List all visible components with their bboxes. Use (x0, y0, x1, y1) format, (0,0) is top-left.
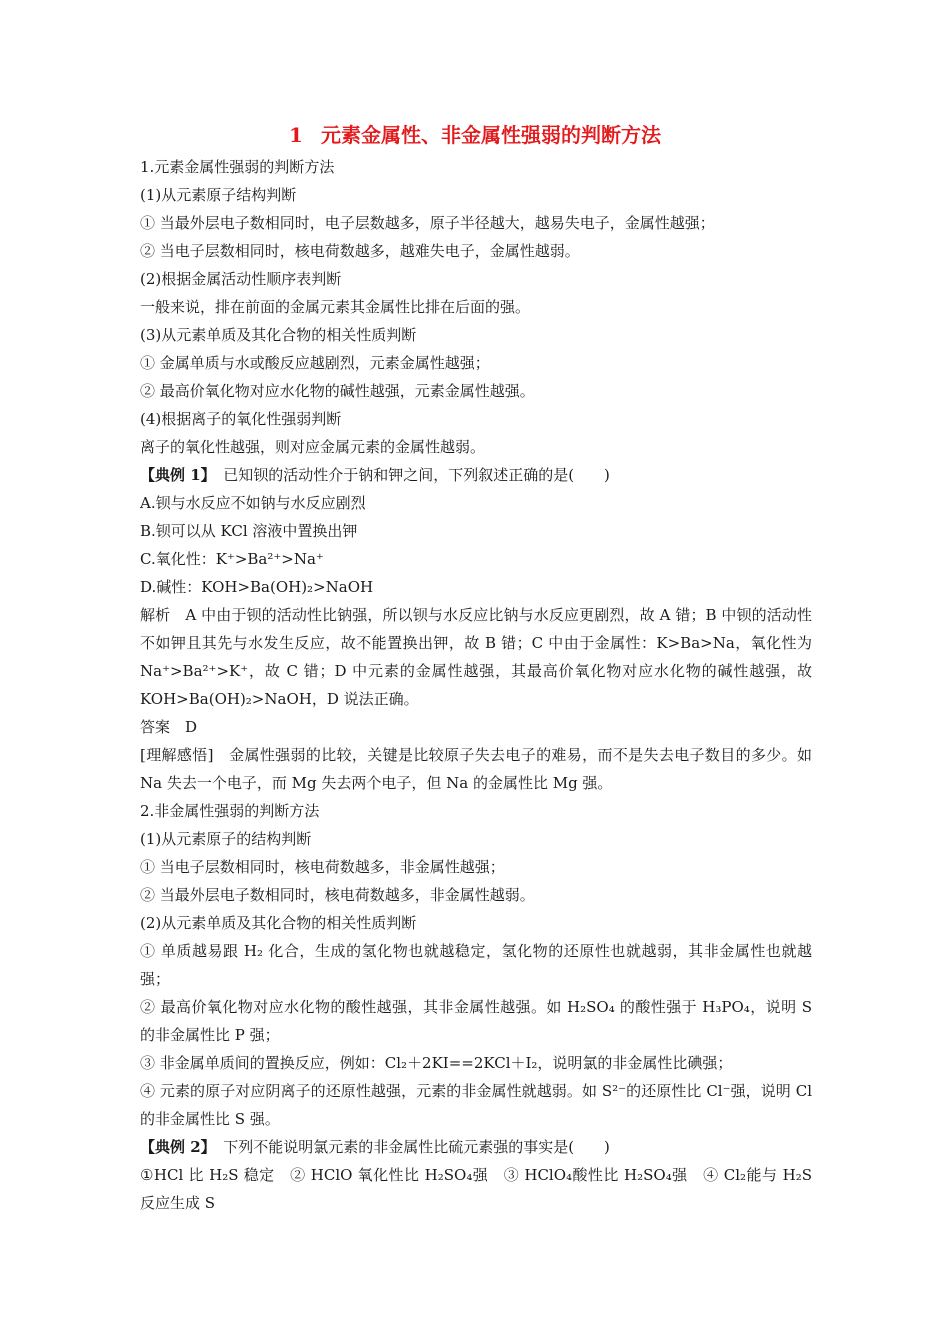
paragraph: ① 当电子层数相同时，核电荷数越多，非金属性越强； (140, 858, 505, 876)
page-title (0, 121, 950, 149)
subsection-heading: (3)从元素单质及其化合物的相关性质判断 (140, 326, 417, 344)
section-heading: 1.元素金属性强弱的判断方法 (140, 158, 335, 176)
subsection-heading: (2)根据金属活动性顺序表判断 (140, 270, 342, 288)
paragraph: ② 当最外层电子数相同时，核电荷数越多，非金属性越弱。 (140, 886, 535, 904)
section-heading: 2.非金属性强弱的判断方法 (140, 802, 320, 820)
example-2-options: ①HCl 比 H₂S 稳定 ② HClO 氧化性比 H₂SO₄强 ③ HClO₄酸性比 H₂SO₄强 ④ Cl₂能与 H₂S 反应生成 S (140, 1166, 812, 1212)
option-a: A.钡与水反应不如钠与水反应剧烈 (140, 494, 366, 512)
paragraph: ① 当最外层电子数相同时，电子层数越多，原子半径越大，越易失电子，金属性越强； (140, 214, 715, 232)
example-2-text: 下列不能说明氯元素的非金属性比硫元素强的事实是( ) (223, 1138, 610, 1156)
analysis-paragraph: 解析 A 中由于钡的活动性比钠强，所以钡与水反应比钠与水反应更剧烈，故 A 错；B 中钡的活动性不如钾且其先与水发生反应，故不能置换出钾，故 B 错；C 中由于金属性：K>Ba>Na，氧化性为 Na⁺>Ba²⁺>K⁺，故 C 错；D 中元素的金属性越强，其最高价氧化物对应水化物的碱性越强，故 KOH>Ba(OH)₂>NaOH，D 说法正确。 (140, 606, 812, 708)
paragraph: 一般来说，排在前面的金属元素其金属性比排在后面的强。 (140, 298, 531, 316)
subsection-heading: (1)从元素原子结构判断 (140, 186, 297, 204)
paragraph: ① 金属单质与水或酸反应越剧烈，元素金属性越强； (140, 354, 490, 372)
title-number: 1 (289, 123, 303, 147)
answer-line: 答案 D (140, 718, 198, 736)
paragraph: 离子的氧化性越强，则对应金属元素的金属性越弱。 (140, 438, 486, 456)
example-2-question (140, 1133, 812, 1161)
insight-paragraph: [理解感悟] 金属性强弱的比较，关键是比较原子失去电子的难易，而不是失去电子数目的多少。如 Na 失去一个电子，而 Mg 失去两个电子，但 Na 的金属性比 Mg 强。 (140, 746, 812, 792)
paragraph: ③ 非金属单质间的置换反应，例如：Cl₂＋2KI==2KCl＋I₂，说明氯的非金属性比碘强； (140, 1054, 733, 1072)
title-text: 元素金属性、非金属性强弱的判断方法 (320, 123, 661, 147)
example-2-label: 【典例 2】 (140, 1138, 209, 1156)
subsection-heading: (1)从元素原子的结构判断 (140, 830, 312, 848)
example-1-question (140, 461, 812, 489)
option-b: B.钡可以从 KCl 溶液中置换出钾 (140, 522, 358, 540)
option-d: D.碱性：KOH>Ba(OH)₂>NaOH (140, 578, 374, 596)
subsection-heading: (2)从元素单质及其化合物的相关性质判断 (140, 914, 417, 932)
subsection-heading: (4)根据离子的氧化性强弱判断 (140, 410, 342, 428)
paragraph: ② 最高价氧化物对应水化物的酸性越强，其非金属性越强。如 H₂SO₄ 的酸性强于 H₃PO₄，说明 S 的非金属性比 P 强； (140, 998, 812, 1044)
paragraph: ④ 元素的原子对应阴离子的还原性越强，元素的非金属性就越弱。如 S²⁻的还原性比 Cl⁻强，说明 Cl 的非金属性比 S 强。 (140, 1082, 812, 1128)
document-body (140, 153, 812, 1217)
example-1-text: 已知钡的活动性介于钠和钾之间，下列叙述正确的是( ) (223, 466, 610, 484)
paragraph: ② 当电子层数相同时，核电荷数越多，越难失电子，金属性越弱。 (140, 242, 580, 260)
example-1-label: 【典例 1】 (140, 466, 209, 484)
paragraph: ① 单质越易跟 H₂ 化合，生成的氢化物也就越稳定，氢化物的还原性也就越弱，其非金属性也就越强； (140, 942, 812, 988)
option-c: C.氧化性：K⁺>Ba²⁺>Na⁺ (140, 550, 324, 568)
paragraph: ② 最高价氧化物对应水化物的碱性越强，元素金属性越强。 (140, 382, 535, 400)
